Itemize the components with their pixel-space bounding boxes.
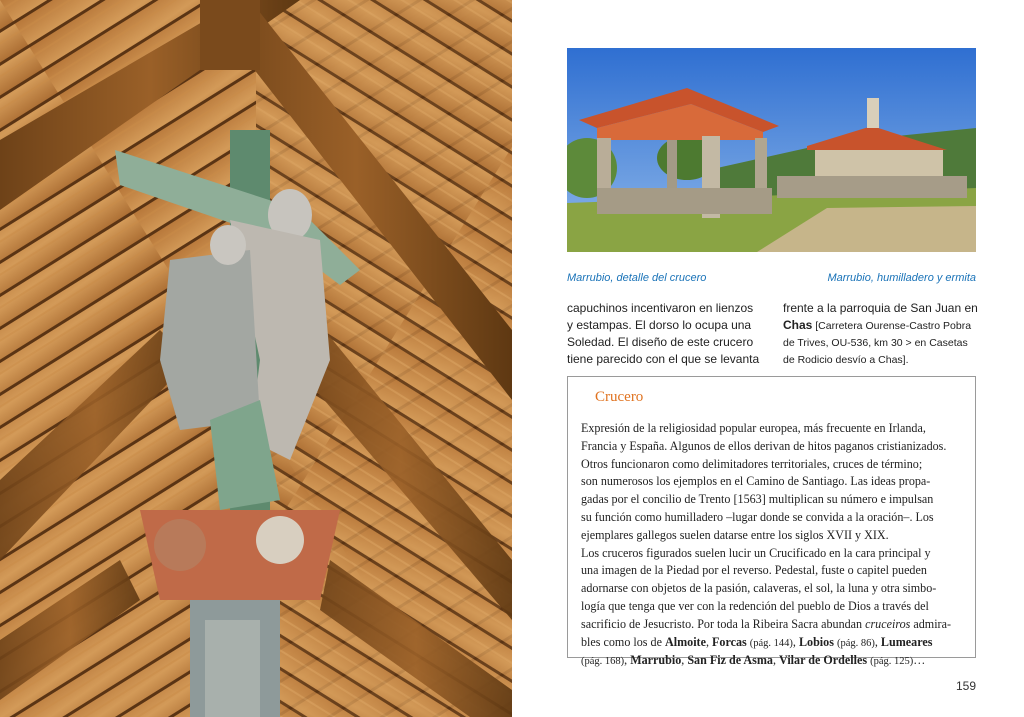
body-line: Los cruceros figurados suelen lucir un Crucificado en la cara principal y: [581, 545, 931, 560]
place-vilar: Vilar de Ordelles: [779, 653, 868, 668]
page-number: 159: [955, 679, 976, 693]
text-column-right: [783, 300, 983, 369]
text-line: de Trives, OU-536, km 30 > en Casetas: [783, 337, 968, 349]
right-page: [512, 0, 1024, 717]
body-line: su función como humilladero –lugar donde se convida a la oración–. Los: [581, 509, 934, 524]
caption-right: Marrubio, humilladero y ermita: [827, 272, 976, 284]
page-ref: (pág. 86): [836, 637, 875, 649]
place-san-fiz: San Fiz de Asma: [687, 653, 773, 668]
ellipsis: …: [913, 653, 926, 668]
body-line: (pág. 168), Marrubio, San Fiz de Asma, Vilar de Ordelles (pág. 125)…: [581, 653, 926, 668]
humilladero-photo: [567, 48, 976, 252]
body-line: Expresión de la religiosidad popular europea, más frecuente en Irlanda,: [581, 421, 926, 435]
body-line: logía que tenga que ver con la redención del pueblo de Dios a través del: [581, 598, 929, 613]
place-lobios: Lobios: [798, 634, 834, 649]
place-lumeares: Lumeares: [880, 634, 933, 649]
text-column-left: [567, 300, 762, 368]
body-line: ejemplares gallegos suelen datarse entre los siglos XVII y XIX.: [581, 527, 889, 542]
body-line: Francia y España. Algunos de ellos derivan de hitos paganos cristianizados.: [581, 438, 947, 453]
crucero-info-box: [567, 376, 976, 668]
body-line: una imagen de la Piedad por el reverso. Pedestal, fuste o capitel pueden: [581, 563, 927, 578]
text-line: y estampas. El dorso lo ocupa una: [567, 318, 752, 332]
info-box-title: Crucero: [595, 389, 644, 405]
place-name-chas: Chas: [783, 318, 813, 332]
page-ref: (pág. 168): [581, 656, 625, 668]
place-forcas: Forcas: [712, 634, 747, 649]
body-text: admira-: [910, 616, 951, 631]
text-line: tiene parecido con el que se levanta: [567, 352, 760, 366]
body-line: son numerosos los ejemplos en el Camino de Santiago. Las ideas propa-: [581, 474, 931, 489]
text-line: [783, 317, 983, 335]
text-line: de Rodicio desvío a Chas].: [783, 354, 909, 366]
italic-term: cruceiros: [865, 616, 911, 631]
body-line: Otros funcionaron como delimitadores territoriales, cruces de término;: [581, 456, 923, 471]
body-text: bles como los de: [581, 634, 665, 649]
text-line: capuchinos incentivaron en lienzos: [567, 301, 754, 315]
page-ref: (pág. 144): [749, 637, 793, 649]
body-line: [581, 616, 965, 634]
body-line: bles como los de Almoite, Forcas (pág. 144), Lobios (pág. 86), Lumeares: [581, 634, 933, 649]
page-ref: (pág. 125): [870, 656, 914, 668]
body-line: gadas por el concilio de Trento [1563] multiplican su número e impulsan: [581, 492, 934, 507]
body-text: sacrificio de Jesucristo. Por toda la Ribeira Sacra abundan: [581, 616, 866, 631]
body-line: adornarse con objetos de la pasión, calaveras, el sol, la luna y otra simbo-: [581, 581, 937, 596]
directions-text: [Carretera Ourense-Castro Pobra: [812, 320, 972, 332]
text-line: Soledad. El diseño de este crucero: [567, 335, 754, 349]
caption-left: Marrubio, detalle del crucero: [567, 272, 707, 284]
text-line: frente a la parroquia de San Juan en: [783, 301, 978, 315]
place-almoite: Almoite: [664, 634, 706, 649]
place-marrubio: Marrubio: [630, 653, 682, 668]
info-box-body: [581, 420, 965, 671]
